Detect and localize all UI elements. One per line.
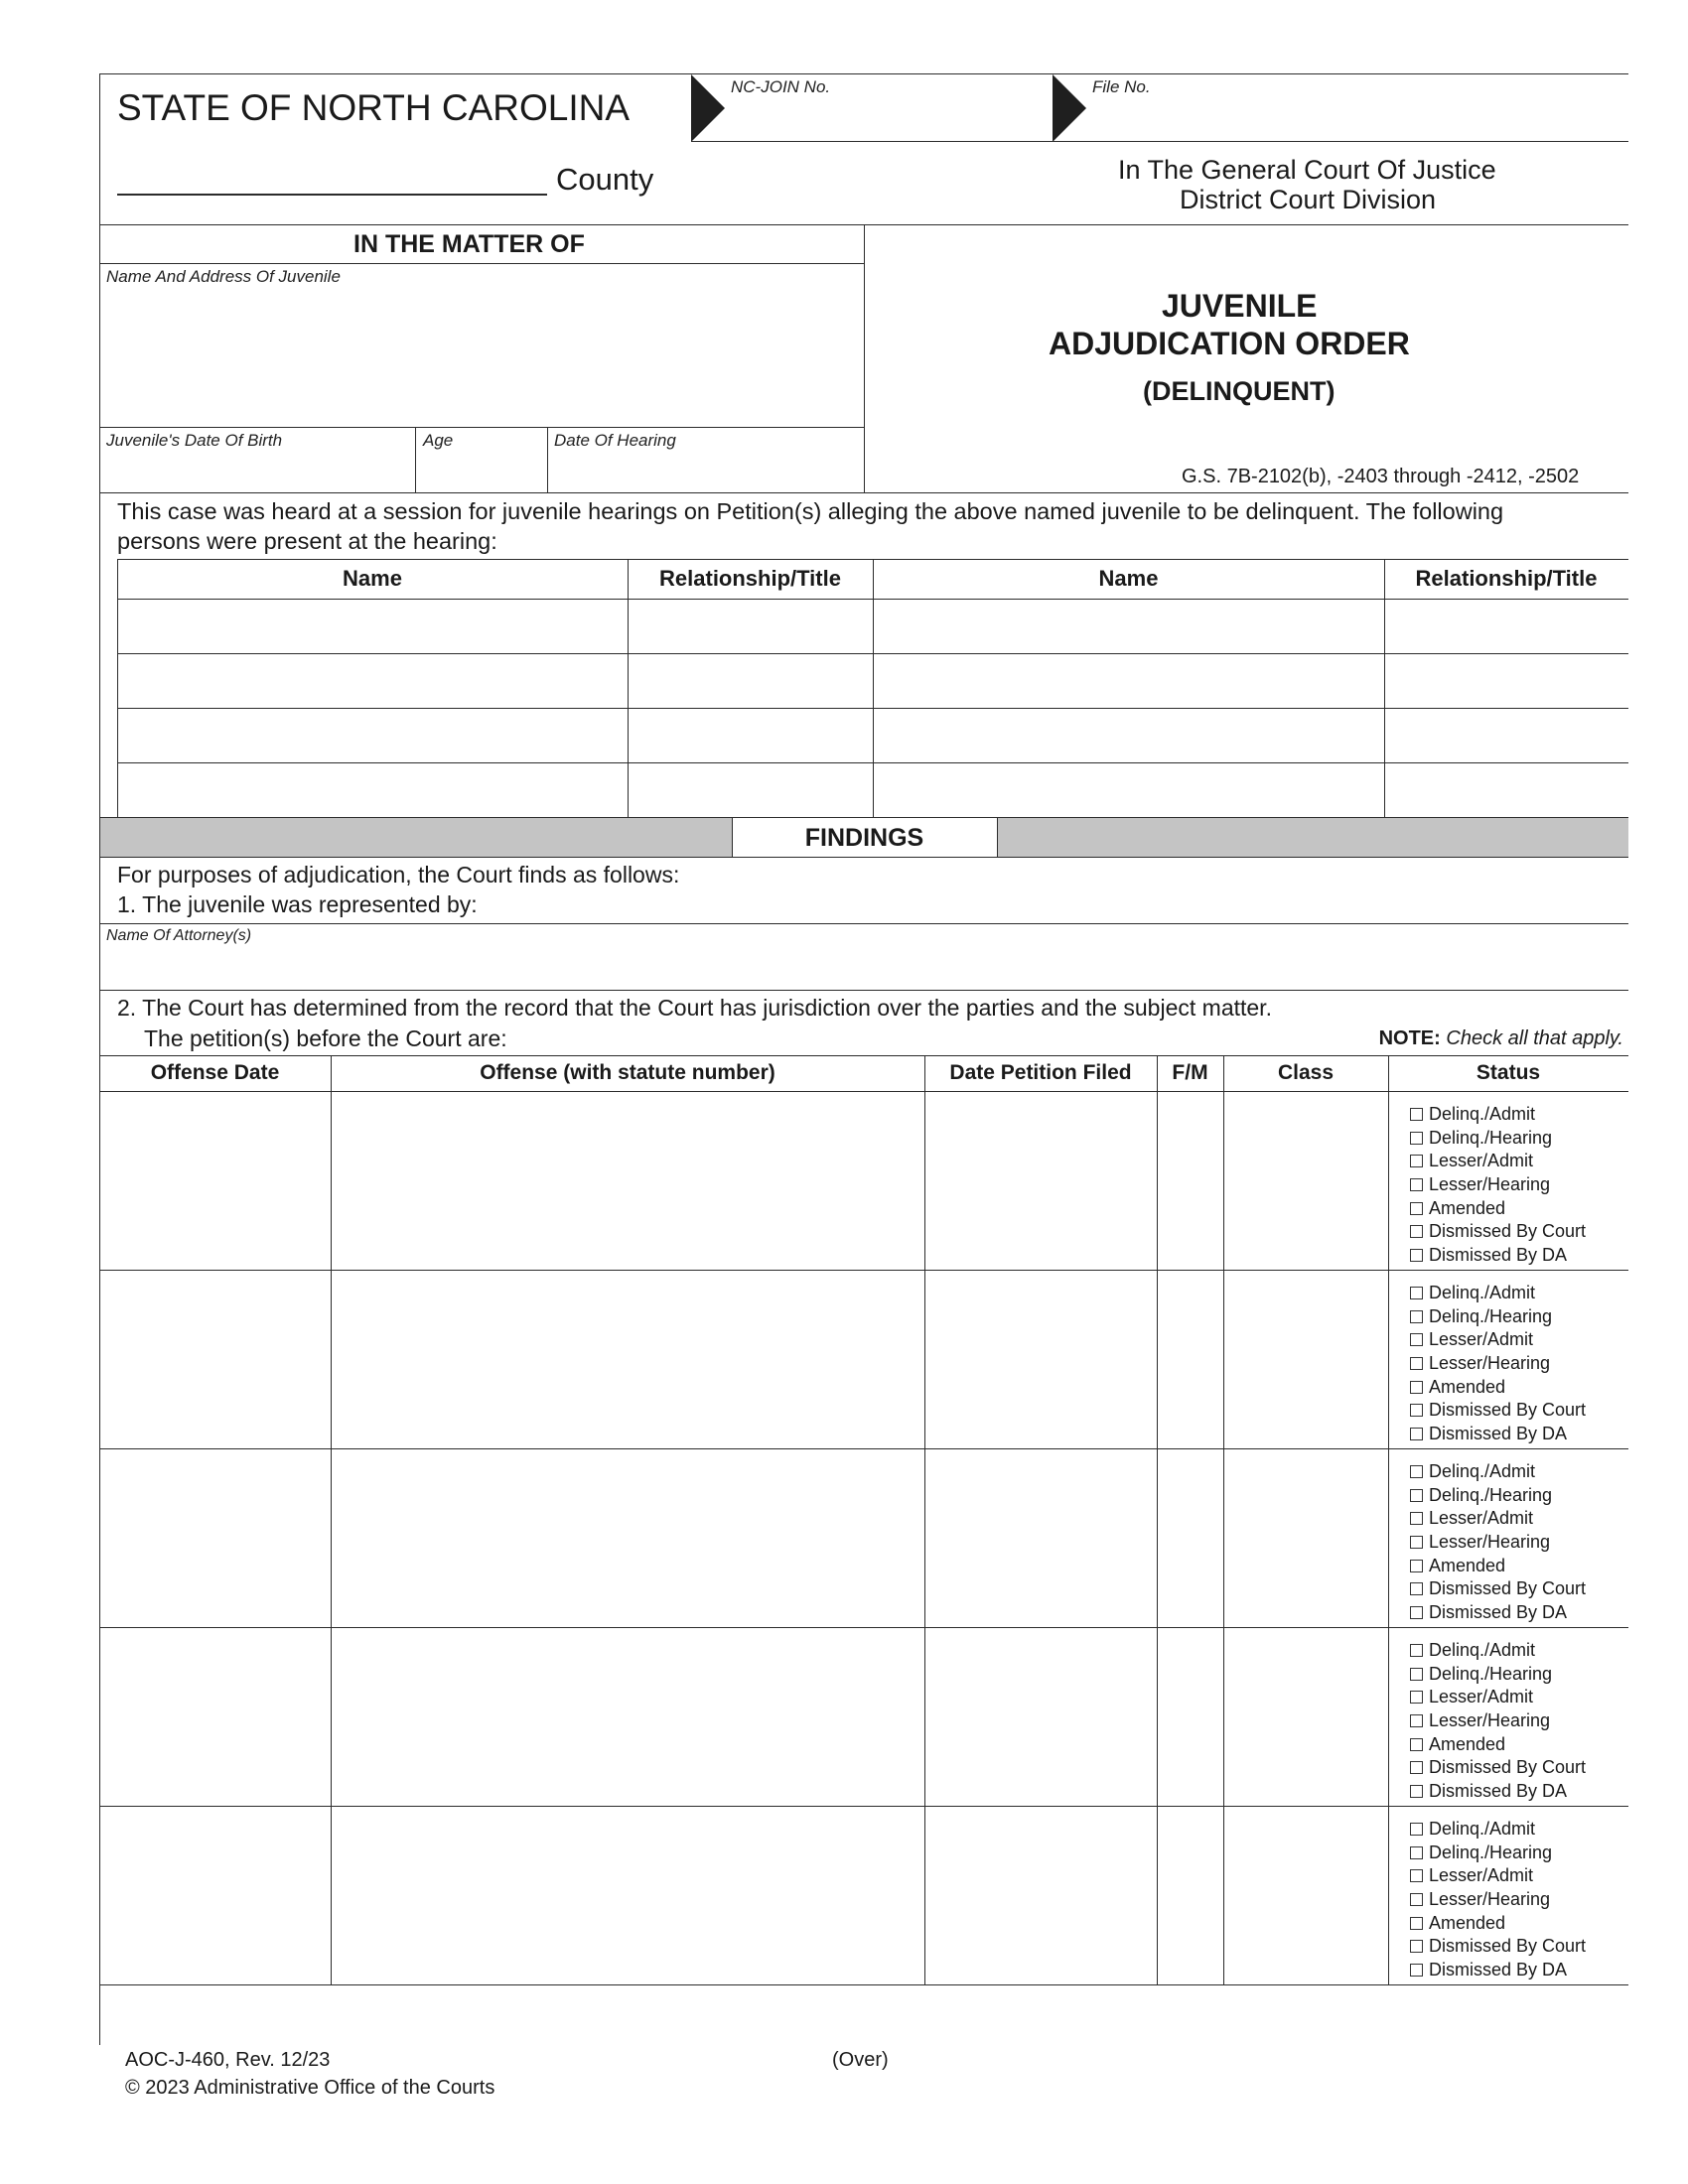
status-option-label: Lesser/Admit — [1429, 1151, 1534, 1171]
finding-1-text: 1. The juvenile was represented by: — [117, 891, 478, 917]
date-petition-filed-input[interactable] — [928, 1095, 1153, 1266]
status-option-label: Delinq./Hearing — [1429, 1484, 1553, 1505]
status-option-label: Amended — [1429, 1376, 1506, 1397]
class-input[interactable] — [1227, 1810, 1384, 1980]
status-option[interactable] — [1410, 1911, 1586, 1935]
checkbox-icon[interactable] — [1410, 1964, 1423, 1977]
status-option[interactable] — [1410, 1328, 1586, 1352]
presence-name-input[interactable] — [121, 767, 624, 813]
status-option[interactable] — [1410, 1460, 1586, 1484]
nc-join-arrow-icon — [691, 74, 725, 142]
status-option[interactable] — [1410, 1173, 1586, 1197]
status-option[interactable] — [1410, 1305, 1586, 1329]
status-option[interactable] — [1410, 1888, 1586, 1912]
note-label: NOTE: — [1378, 1027, 1441, 1049]
over-indicator: (Over) — [832, 2049, 889, 2071]
status-option-label: Lesser/Admit — [1429, 1329, 1534, 1350]
status-option[interactable] — [1410, 1196, 1586, 1220]
status-option-label: Delinq./Hearing — [1429, 1127, 1553, 1148]
checkbox-icon[interactable] — [1410, 1869, 1423, 1882]
status-option-label: Dismissed By DA — [1429, 1423, 1568, 1443]
date-petition-filed-input[interactable] — [928, 1274, 1153, 1444]
finding-2-line-1: 2. The Court has determined from the record that the Court has jurisdiction over the parties and the subject matter. — [117, 995, 1272, 1021]
presence-intro-line-2: persons were present at the hearing: — [117, 528, 497, 554]
status-option[interactable] — [1410, 1423, 1586, 1446]
checkbox-icon[interactable] — [1410, 1287, 1423, 1299]
presence-name-input[interactable] — [121, 658, 624, 704]
date-petition-filed-input[interactable] — [928, 1810, 1153, 1980]
status-option[interactable] — [1410, 1150, 1586, 1173]
checkbox-icon[interactable] — [1410, 1249, 1423, 1262]
status-option[interactable] — [1410, 1244, 1586, 1268]
checkbox-icon[interactable] — [1410, 1225, 1423, 1238]
row-divider — [99, 1627, 1628, 1628]
checkbox-icon[interactable] — [1410, 1606, 1423, 1619]
status-option[interactable] — [1410, 1780, 1586, 1804]
status-options — [1410, 1282, 1586, 1445]
presence-col-relationship-1: Relationship/Title — [659, 566, 841, 591]
col-offense-date: Offense Date — [150, 1061, 280, 1084]
note — [1192, 1027, 1623, 1050]
status-option-label: Amended — [1429, 1555, 1506, 1575]
class-input[interactable] — [1227, 1274, 1384, 1444]
status-option-label: Lesser/Admit — [1429, 1865, 1534, 1886]
note-text: Check all that apply. — [1446, 1027, 1623, 1049]
status-option[interactable] — [1410, 1663, 1586, 1687]
row-divider — [99, 1448, 1628, 1449]
age-label: Age — [423, 431, 454, 450]
status-option[interactable] — [1410, 1577, 1586, 1601]
checkbox-icon[interactable] — [1410, 1489, 1423, 1502]
attorney-label: Name Of Attorney(s) — [106, 927, 252, 944]
copyright: © 2023 Administrative Office of the Courts — [125, 2077, 495, 2099]
status-option-label: Delinq./Admit — [1429, 1461, 1536, 1482]
presence-relationship-input[interactable] — [632, 713, 869, 758]
nc-join-label: NC-JOIN No. — [731, 77, 831, 96]
presence-name-input[interactable] — [877, 604, 1380, 649]
status-option-label: Delinq./Admit — [1429, 1283, 1536, 1303]
presence-relationship-input[interactable] — [1388, 767, 1624, 813]
file-no-label: File No. — [1092, 77, 1151, 96]
status-option[interactable] — [1410, 1601, 1586, 1625]
checkbox-icon[interactable] — [1410, 1714, 1423, 1727]
status-option-label: Lesser/Hearing — [1429, 1353, 1551, 1374]
status-option-label: Dismissed By DA — [1429, 1244, 1568, 1265]
status-option-label: Dismissed By DA — [1429, 1959, 1568, 1979]
checkbox-icon[interactable] — [1410, 1668, 1423, 1681]
checkbox-icon[interactable] — [1410, 1893, 1423, 1906]
checkbox-icon[interactable] — [1410, 1582, 1423, 1595]
status-option[interactable] — [1410, 1864, 1586, 1888]
offense-date-input[interactable] — [103, 1095, 327, 1266]
presence-relationship-input[interactable] — [632, 604, 869, 649]
form-id: AOC-J-460, Rev. 12/23 — [125, 2049, 331, 2071]
status-option-label: Lesser/Hearing — [1429, 1174, 1551, 1195]
class-input[interactable] — [1227, 1631, 1384, 1802]
row-divider — [99, 1806, 1628, 1807]
status-option[interactable] — [1410, 1220, 1586, 1244]
status-option[interactable] — [1410, 1352, 1586, 1376]
status-option-label: Amended — [1429, 1912, 1506, 1933]
class-input[interactable] — [1227, 1452, 1384, 1623]
checkbox-icon[interactable] — [1410, 1381, 1423, 1394]
status-option-label: Delinq./Admit — [1429, 1104, 1536, 1125]
checkbox-icon[interactable] — [1410, 1536, 1423, 1549]
status-option[interactable] — [1410, 1127, 1586, 1151]
offense-date-input[interactable] — [103, 1631, 327, 1802]
status-options — [1410, 1639, 1586, 1803]
offense-date-input[interactable] — [103, 1452, 327, 1623]
status-option[interactable] — [1410, 1732, 1586, 1756]
status-option[interactable] — [1410, 1399, 1586, 1423]
status-option[interactable] — [1410, 1842, 1586, 1865]
status-option-label: Lesser/Admit — [1429, 1508, 1534, 1529]
checkbox-icon[interactable] — [1410, 1846, 1423, 1859]
form-title-line-2: ADJUDICATION ORDER — [1049, 326, 1410, 361]
presence-name-input[interactable] — [121, 604, 624, 649]
status-option-label: Lesser/Hearing — [1429, 1532, 1551, 1553]
presence-name-input[interactable] — [877, 767, 1380, 813]
offense-input[interactable] — [335, 1452, 920, 1623]
offense-input[interactable] — [335, 1274, 920, 1444]
presence-name-input[interactable] — [121, 713, 624, 758]
checkbox-icon[interactable] — [1410, 1917, 1423, 1930]
presence-relationship-input[interactable] — [1388, 713, 1624, 758]
status-option-label: Dismissed By Court — [1429, 1221, 1587, 1242]
checkbox-icon[interactable] — [1410, 1738, 1423, 1751]
status-option-label: Dismissed By DA — [1429, 1780, 1568, 1801]
fm-input[interactable] — [1161, 1810, 1219, 1980]
name-address-label: Name And Address Of Juvenile — [106, 267, 341, 286]
finding-2-line-2: The petition(s) before the Court are: — [144, 1025, 507, 1051]
findings-heading: FINDINGS — [804, 824, 924, 852]
checkbox-icon[interactable] — [1410, 1823, 1423, 1836]
presence-col-name-1: Name — [343, 566, 402, 591]
presence-relationship-input[interactable] — [632, 658, 869, 704]
status-option[interactable] — [1410, 1375, 1586, 1399]
status-option[interactable] — [1410, 1709, 1586, 1733]
presence-col-relationship-2: Relationship/Title — [1415, 566, 1598, 591]
status-option[interactable] — [1410, 1935, 1586, 1959]
checkbox-icon[interactable] — [1410, 1178, 1423, 1191]
dob-label: Juvenile's Date Of Birth — [106, 431, 283, 450]
checkbox-icon[interactable] — [1410, 1357, 1423, 1370]
checkbox-icon[interactable] — [1410, 1465, 1423, 1478]
presence-name-input[interactable] — [877, 713, 1380, 758]
col-date-petition-filed: Date Petition Filed — [949, 1061, 1132, 1084]
status-option-label: Delinq./Hearing — [1429, 1842, 1553, 1862]
checkbox-icon[interactable] — [1410, 1940, 1423, 1953]
status-options — [1410, 1818, 1586, 1981]
checkbox-icon[interactable] — [1410, 1155, 1423, 1167]
status-option[interactable] — [1410, 1756, 1586, 1780]
status-option[interactable] — [1410, 1282, 1586, 1305]
matter-heading: IN THE MATTER OF — [353, 230, 585, 258]
col-fm: F/M — [1172, 1061, 1208, 1084]
status-option-label: Amended — [1429, 1733, 1506, 1754]
statute-reference: G.S. 7B-2102(b), -2403 through -2412, -2502 — [1182, 466, 1580, 487]
status-option[interactable] — [1410, 1639, 1586, 1663]
checkbox-icon[interactable] — [1410, 1644, 1423, 1657]
status-option[interactable] — [1410, 1554, 1586, 1577]
status-option-label: Dismissed By Court — [1429, 1578, 1587, 1599]
checkbox-icon[interactable] — [1410, 1560, 1423, 1572]
offense-date-input[interactable] — [103, 1274, 327, 1444]
status-option[interactable] — [1410, 1818, 1586, 1842]
status-option-label: Dismissed By Court — [1429, 1400, 1587, 1421]
checkbox-icon[interactable] — [1410, 1761, 1423, 1774]
fm-input[interactable] — [1161, 1095, 1219, 1266]
fm-input[interactable] — [1161, 1631, 1219, 1802]
presence-relationship-input[interactable] — [1388, 658, 1624, 704]
presence-intro-line-1: This case was heard at a session for juvenile hearings on Petition(s) alleging the above named juvenile to be delinquent. The following — [117, 498, 1504, 524]
findings-band-right — [997, 818, 1628, 857]
checkbox-icon[interactable] — [1410, 1108, 1423, 1121]
status-option-label: Lesser/Hearing — [1429, 1889, 1551, 1910]
class-input[interactable] — [1227, 1095, 1384, 1266]
offense-input[interactable] — [335, 1810, 920, 1980]
checkbox-icon[interactable] — [1410, 1785, 1423, 1798]
presence-name-input[interactable] — [877, 658, 1380, 704]
status-options — [1410, 1460, 1586, 1624]
row-divider — [99, 1984, 1628, 1985]
offense-input[interactable] — [335, 1631, 920, 1802]
status-option-label: Dismissed By Court — [1429, 1936, 1587, 1957]
offense-date-input[interactable] — [103, 1810, 327, 1980]
status-option-label: Amended — [1429, 1197, 1506, 1218]
status-option[interactable] — [1410, 1959, 1586, 1982]
status-option-label: Delinq./Admit — [1429, 1640, 1536, 1661]
age-input[interactable] — [419, 455, 543, 488]
row-divider — [99, 1270, 1628, 1271]
file-no-input[interactable] — [1092, 99, 1618, 137]
status-option-label: Lesser/Hearing — [1429, 1710, 1551, 1731]
findings-intro: For purposes of adjudication, the Court finds as follows: — [117, 862, 680, 887]
findings-band-left — [100, 818, 732, 857]
county-label: County — [556, 162, 654, 197]
col-status: Status — [1476, 1061, 1541, 1084]
col-offense: Offense (with statute number) — [480, 1061, 775, 1084]
status-option[interactable] — [1410, 1484, 1586, 1508]
hearing-date-input[interactable] — [551, 455, 860, 488]
col-class: Class — [1277, 1061, 1335, 1084]
status-option[interactable] — [1410, 1686, 1586, 1709]
court-line-2: District Court Division — [1180, 185, 1437, 214]
name-address-input[interactable] — [105, 290, 862, 427]
state-title: STATE OF NORTH CAROLINA — [117, 87, 630, 128]
status-option-label: Delinq./Admit — [1429, 1819, 1536, 1840]
attorney-input[interactable] — [103, 948, 1622, 986]
fm-input[interactable] — [1161, 1452, 1219, 1623]
presence-col-name-2: Name — [1098, 566, 1159, 591]
county-input[interactable] — [117, 159, 547, 193]
status-option[interactable] — [1410, 1531, 1586, 1555]
court-line-1: In The General Court Of Justice — [1118, 155, 1496, 185]
presence-relationship-input[interactable] — [632, 767, 869, 813]
presence-relationship-input[interactable] — [1388, 604, 1624, 649]
hearing-date-label: Date Of Hearing — [554, 431, 676, 450]
fm-input[interactable] — [1161, 1274, 1219, 1444]
form-title-line-3: (DELINQUENT) — [1143, 376, 1336, 406]
checkbox-icon[interactable] — [1410, 1691, 1423, 1704]
checkbox-icon[interactable] — [1410, 1310, 1423, 1323]
status-option[interactable] — [1410, 1103, 1586, 1127]
checkbox-icon[interactable] — [1410, 1333, 1423, 1346]
dob-input[interactable] — [103, 455, 411, 488]
status-options — [1410, 1103, 1586, 1267]
status-option-label: Delinq./Hearing — [1429, 1663, 1553, 1684]
status-option-label: Dismissed By DA — [1429, 1601, 1568, 1622]
checkbox-icon[interactable] — [1410, 1404, 1423, 1417]
status-option[interactable] — [1410, 1507, 1586, 1531]
form-title-line-1: JUVENILE — [1162, 288, 1318, 324]
checkbox-icon[interactable] — [1410, 1428, 1423, 1440]
nc-join-input[interactable] — [731, 99, 1045, 137]
checkbox-icon[interactable] — [1410, 1202, 1423, 1215]
date-petition-filed-input[interactable] — [928, 1631, 1153, 1802]
status-option-label: Dismissed By Court — [1429, 1757, 1587, 1778]
date-petition-filed-input[interactable] — [928, 1452, 1153, 1623]
file-no-arrow-icon — [1053, 74, 1086, 142]
status-option-label: Delinq./Hearing — [1429, 1305, 1553, 1326]
checkbox-icon[interactable] — [1410, 1512, 1423, 1525]
offense-input[interactable] — [335, 1095, 920, 1266]
status-option-label: Lesser/Admit — [1429, 1687, 1534, 1707]
checkbox-icon[interactable] — [1410, 1132, 1423, 1145]
